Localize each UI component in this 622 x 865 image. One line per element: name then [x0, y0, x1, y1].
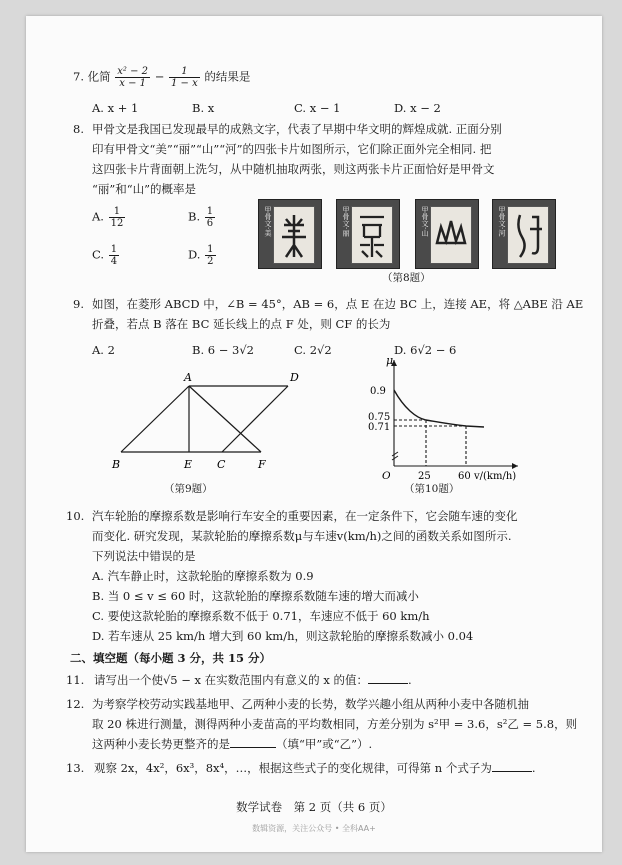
rhombus-figure [110, 368, 320, 478]
edge-ab [121, 386, 189, 452]
friction-graph [368, 352, 528, 482]
question-7: 7. 化简 $\frac{\text{x² − 2}}{x - 1}$ − $\frac{1}{1 - x}$ 的结果是 [73, 66, 251, 89]
xtick-60: 60 [458, 471, 471, 482]
option-d: D. x − 2 [394, 101, 441, 115]
question-line: 这两种小麦长势更整齐的是 （填“甲”或“乙”）. [92, 737, 373, 751]
question-number: 8. [73, 122, 84, 136]
answer-blank [492, 771, 532, 772]
option-a: A. 汽车静止时，这款轮胎的摩擦系数为 0.9 [92, 569, 314, 583]
ytick-075: 0.75 [368, 412, 391, 423]
label-b: B [112, 458, 121, 471]
option-b: B. x [192, 101, 215, 115]
oracle-glyph-icon [431, 207, 471, 263]
question-number: 10. [66, 509, 85, 523]
option-d: D. 6√2 − 6 [394, 343, 457, 357]
question-line: 这四张卡片背面朝上洗匀，从中随机抽取两张，则这两张卡片正面恰好是甲骨文 [92, 162, 495, 176]
question-number: 9. [73, 297, 84, 311]
question-line: 而变化. 研究发现，某款轮胎的摩擦系数μ与车速v(km/h)之间的函数关系如图所示. [92, 529, 512, 543]
question-13: 13. 观察 2x，4x²，6x³，8x⁴，…，根据这些式子的变化规律，可得第 n 个式子为 . [66, 761, 536, 775]
label-e: E [184, 458, 193, 471]
oracle-card-shan: 甲骨文·山 [415, 199, 479, 269]
option-c: C. x − 1 [294, 101, 341, 115]
oracle-glyph-icon [274, 207, 314, 263]
fraction: $\frac{\text{x² − 2}}{x - 1}$ [117, 66, 149, 89]
ytick-09: 0.9 [370, 386, 386, 397]
question-line: 汽车轮胎的摩擦系数是影响行车安全的重要因素，在一定条件下，它会随车速的变化 [92, 509, 518, 523]
x-axis-arrow [512, 463, 518, 469]
page-footer: 数学试卷 第 2 页（共 6 页） [236, 800, 392, 814]
label-d: D [290, 371, 299, 384]
oracle-card-mei: 甲骨文·美 [258, 199, 322, 269]
axis-break [392, 452, 398, 460]
question-line: 甲骨文是我国已发现最早的成熟文字，代表了早期中华文明的辉煌成就. 正面分别 [92, 122, 502, 136]
question-line: 印有甲骨文“美”“丽”“山”“河”的四张卡片如图所示，它们除正面外完全相同. 把 [92, 142, 492, 156]
option-d: D. $\frac{1}{2}$ [188, 244, 214, 267]
curve [394, 390, 484, 427]
answer-blank [230, 747, 276, 748]
exam-page [26, 16, 602, 852]
answer-blank [368, 683, 408, 684]
fraction: $\frac{1}{1 - x}$ [171, 66, 198, 89]
question-text: 化简 [87, 69, 111, 84]
section-title: 二、填空题（每小题 3 分，共 15 分） [70, 651, 272, 665]
ytick-071: 0.71 [368, 422, 391, 433]
question-11: 11. 请写出一个使√5 − x 在实数范围内有意义的 x 的值： . [66, 673, 412, 687]
label-a: A [184, 371, 192, 384]
label-f: F [258, 458, 266, 471]
question-number: 12. [66, 697, 85, 711]
oracle-card-he: 甲骨文·河 [492, 199, 556, 269]
option-b: B. $\frac{1}{6}$ [188, 206, 214, 229]
question-number: 7. [73, 69, 84, 84]
option-c: C. 2√2 [294, 343, 332, 357]
watermark: 数辑资源，关注公众号 • 全科AA+ [252, 824, 376, 833]
figure-caption: （第8题） [382, 272, 431, 284]
option-b: B. 6 − 3√2 [192, 343, 254, 357]
question-line: 取 20 株进行测量，测得两种小麦苗高的平均数相同，方差分别为 s²甲 = 3.6，s²乙 = 5.8，则 [92, 717, 578, 731]
label-c: C [217, 458, 226, 471]
origin-label: O [382, 470, 391, 482]
edge-af [189, 386, 261, 452]
oracle-glyph-icon [508, 207, 548, 263]
option-c: C. 要使这款轮胎的摩擦系数不低于 0.71，车速应不低于 60 km/h [92, 609, 430, 623]
oracle-glyph-icon [352, 207, 392, 263]
edge-dc [222, 386, 288, 452]
xtick-25: 25 [418, 471, 431, 482]
figure-caption: （第9题） [164, 483, 213, 495]
oracle-card-li: 甲骨文·丽 [336, 199, 400, 269]
option-c: C. $\frac{1}{4}$ [92, 244, 118, 267]
option-a: A. x + 1 [92, 101, 139, 115]
question-line: 如图，在菱形 ABCD 中，∠B = 45°，AB = 6，点 E 在边 BC 上，连接 AE，将 △ABE 沿 AE [92, 297, 584, 311]
question-line: 折叠，若点 B 落在 BC 延长线上的点 F 处，则 CF 的长为 [92, 317, 391, 331]
option-d: D. 若车速从 25 km/h 增大到 60 km/h，则这款轮胎的摩擦系数减小 0.04 [92, 629, 474, 643]
question-line: 为考察学校劳动实践基地甲、乙两种小麦的长势，数学兴趣小组从两种小麦中各随机抽 [92, 697, 529, 711]
y-axis-label: μ [386, 354, 394, 367]
x-axis-label: v/(km/h) [474, 471, 517, 482]
option-b: B. 当 0 ≤ v ≤ 60 时，这款轮胎的摩擦系数随车速的增大而减小 [92, 589, 419, 603]
question-line: “丽”和“山”的概率是 [92, 182, 197, 196]
figure-caption: （第10题） [404, 483, 460, 495]
option-a: A. 2 [92, 343, 115, 357]
option-a: A. $\frac{1}{12}$ [92, 206, 124, 229]
question-line: 下列说法中错误的是 [92, 549, 196, 563]
